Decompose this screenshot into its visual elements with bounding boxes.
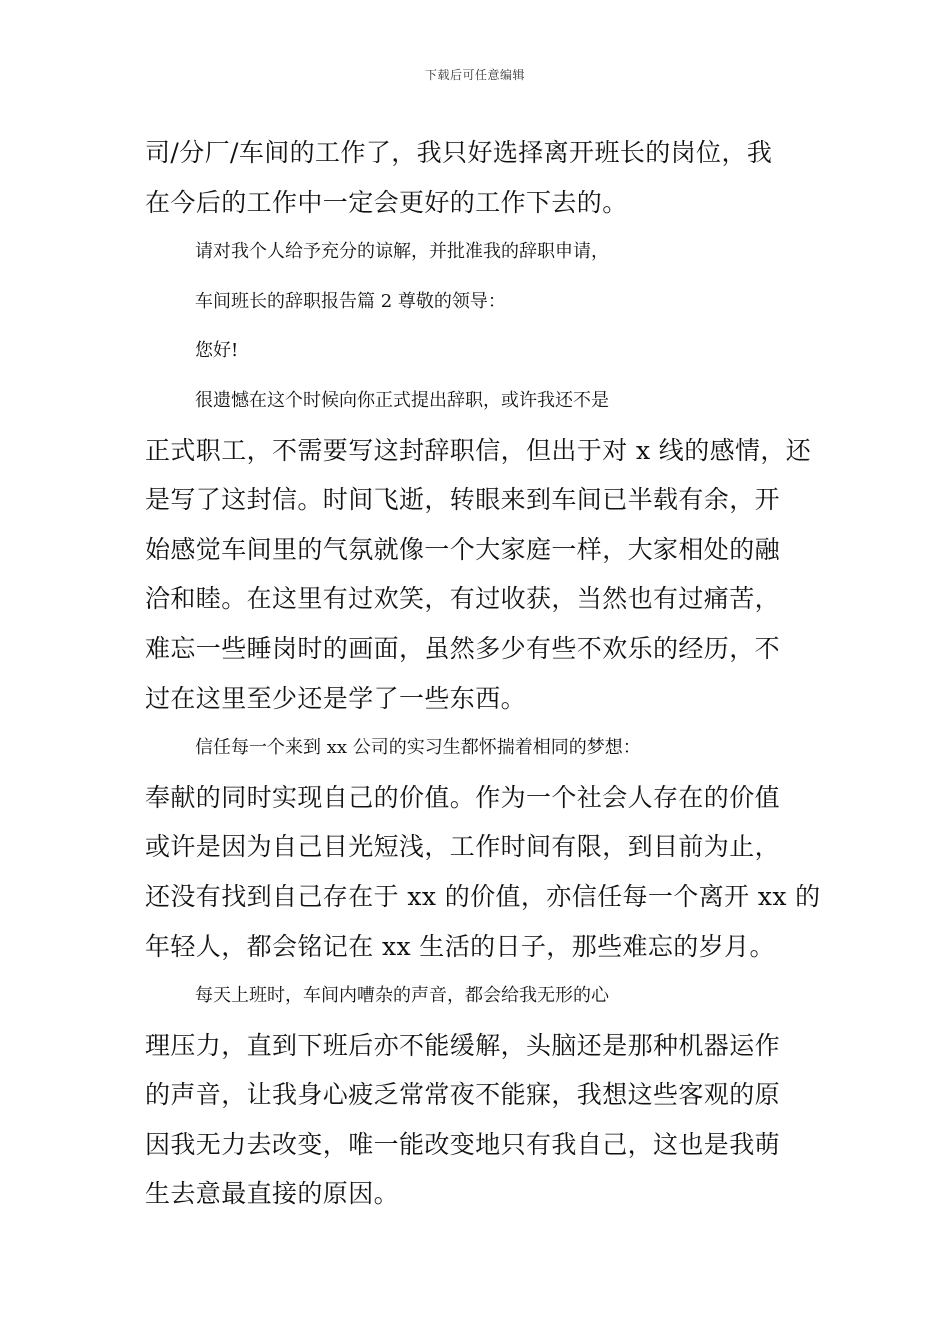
text-line: 每天上班时，车间内嘈杂的声音，都会给我无形的心 — [195, 985, 609, 1007]
text-line: 难忘一些睡岗时的画面，虽然多少有些不欢乐的经历，不 — [145, 633, 781, 663]
text-line: 洽和睦。在这里有过欢笑，有过收获，当然也有过痛苦， — [145, 584, 781, 614]
text-line: 司/分厂/车间的工作了，我只好选择离开班长的岗位，我 — [145, 138, 773, 167]
text-line: 很遗憾在这个时候向你正式提出辞职，或许我还不是 — [195, 389, 609, 411]
text-line: 因我无力去改变，唯一能改变地只有我自己，这也是我萌 — [145, 1129, 781, 1159]
text-line: 还没有找到自己存在于 xx 的价值，亦信任每一个离开 xx 的 — [145, 881, 821, 911]
text-line: 信任每一个来到 xx 公司的实习生都怀揣着相同的梦想： — [195, 737, 641, 759]
text-line: 理压力，直到下班后亦不能缓解，头脑还是那种机器运作 — [145, 1030, 781, 1060]
document-body — [145, 128, 821, 1219]
text-line: 过在这里至少还是学了一些东西。 — [145, 683, 527, 713]
text-line: 在今后的工作中一定会更好的工作下去的。 — [145, 187, 628, 217]
text-line: 年轻人，都会铭记在 xx 生活的日子，那些难忘的岁月。 — [145, 931, 775, 961]
text-line: 是写了这封信。时间飞逝，转眼来到车间已半载有余，开 — [145, 485, 781, 515]
text-line: 正式职工，不需要写这封辞职信，但出于对 x 线的感情，还 — [145, 435, 812, 465]
text-line: 的声音，让我身心疲乏常常夜不能寐，我想这些客观的原 — [145, 1080, 781, 1110]
text-line: 车间班长的辞职报告篇 2 尊敬的领导： — [195, 290, 506, 312]
text-line: 请对我个人给予充分的谅解，并批准我的辞职申请， — [195, 241, 609, 263]
text-line: 生去意最直接的原因。 — [145, 1179, 400, 1209]
text-line: 始感觉车间里的气氛就像一个大家庭一样，大家相处的融 — [145, 534, 781, 564]
page-header: 下载后可任意编辑 — [424, 68, 525, 82]
text-line: 您好! — [195, 340, 239, 362]
text-line: 奉献的同时实现自己的价值。作为一个社会人存在的价值 — [145, 782, 781, 812]
text-line: 或许是因为自己目光短浅，工作时间有限，到目前为止， — [145, 832, 781, 862]
